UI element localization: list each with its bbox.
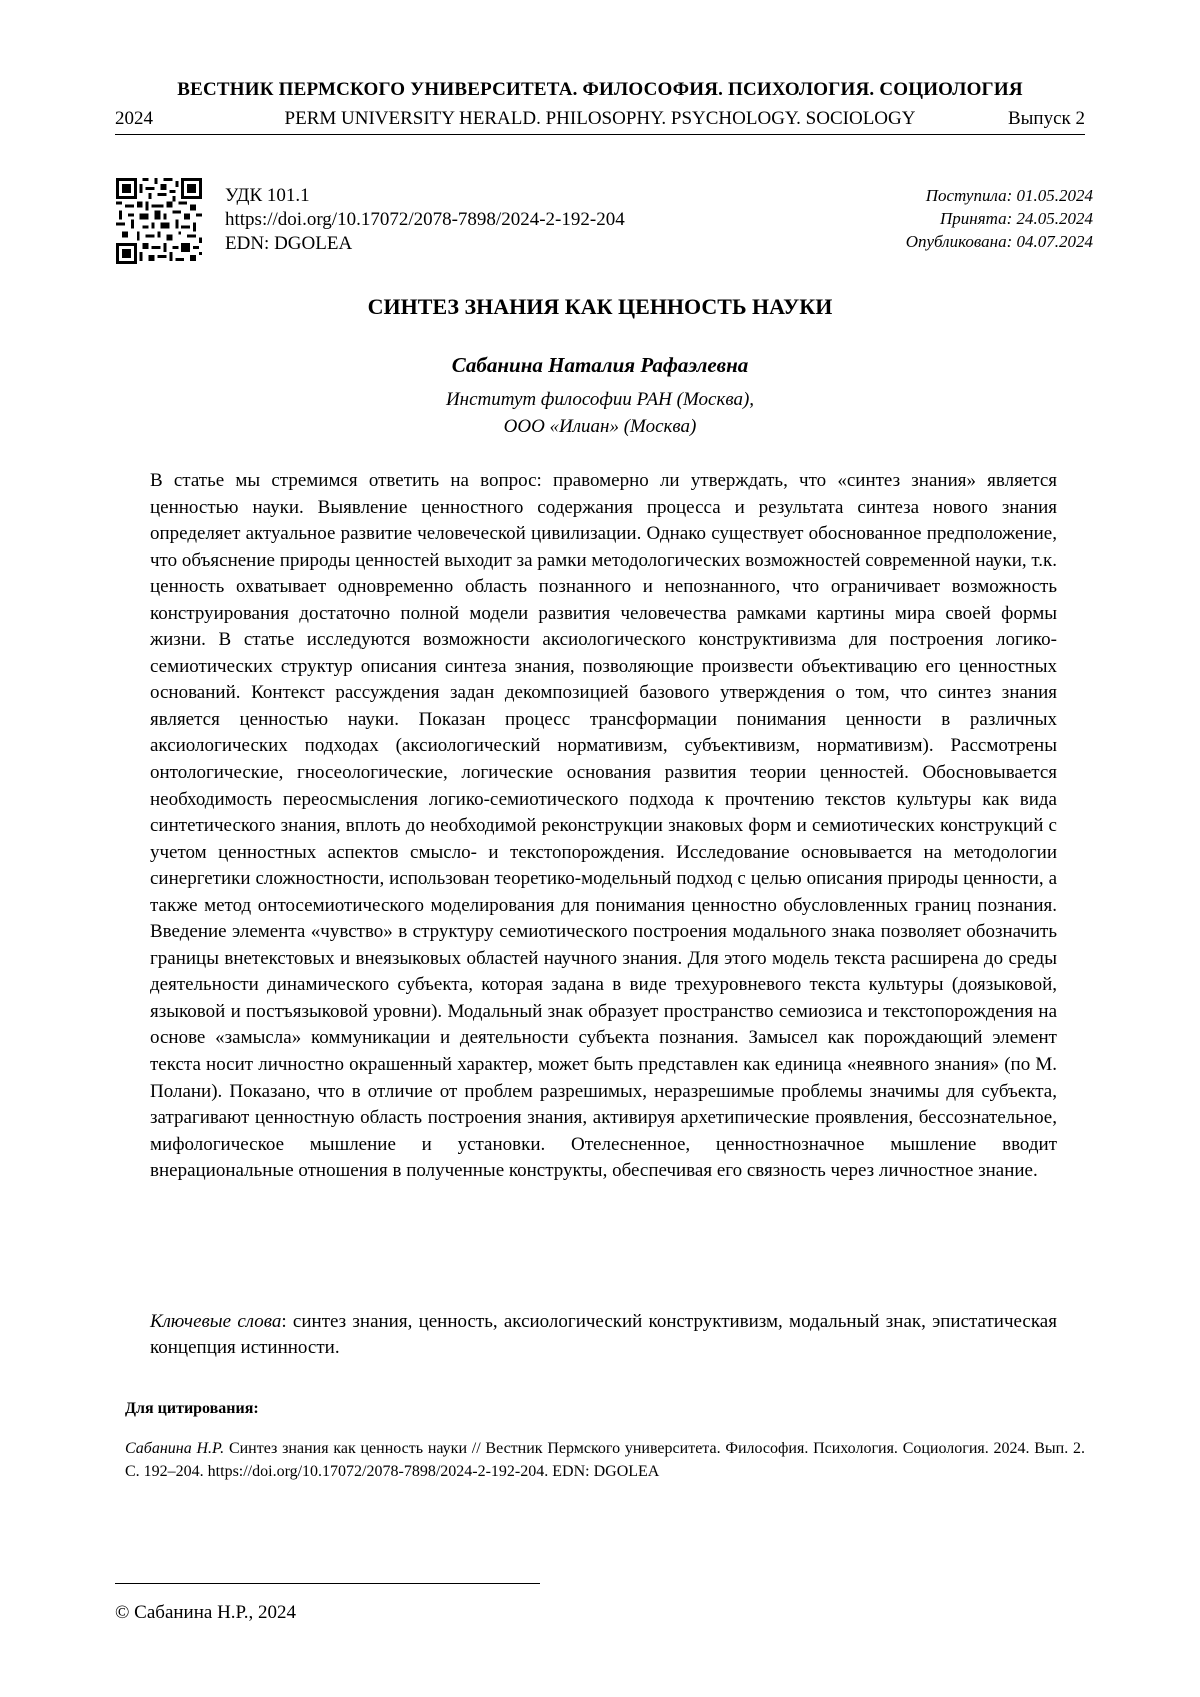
keywords-text: : синтез знания, ценность, аксиологический конструктивизм, модальный знак, эпи­статическая концепция истинности. <box>150 1311 1057 1358</box>
article-page <box>0 0 1200 1697</box>
footnote-divider <box>115 1583 540 1584</box>
citation-heading: Для цитирования: <box>125 1400 259 1418</box>
header-year: 2024 <box>115 108 153 130</box>
date-published: Опубликована: 04.07.2024 <box>906 230 1093 253</box>
date-accepted: Принята: 24.05.2024 <box>906 207 1093 230</box>
citation-author: Сабанина Н.Р. <box>125 1440 224 1457</box>
journal-title-en: PERM UNIVERSITY HERALD. PHILOSOPHY. PSYCHOLOGY. SOCIOLOGY <box>115 108 1085 130</box>
article-author: Сабанина Наталия Рафаэлевна <box>115 353 1085 378</box>
copyright-notice: © Сабанина Н.Р., 2024 <box>115 1602 296 1624</box>
keywords-label: Ключевые слова <box>150 1311 281 1332</box>
header-issue: Выпуск 2 <box>1008 108 1085 130</box>
keywords <box>150 1309 1057 1361</box>
article-dates <box>906 184 1093 253</box>
article-meta <box>225 184 625 256</box>
author-affiliation <box>115 386 1085 440</box>
citation-body: Синтез знания как ценность науки // Вестник Пермского университета. Философия. Психология. Социоло­гия. 2024. Вып. 2. С. 192–204. https://doi.org/10.17072/2078-7898/2024-2-192-204. EDN: DGOLEA <box>125 1440 1085 1480</box>
citation-text <box>125 1437 1085 1483</box>
article-title: СИНТЕЗ ЗНАНИЯ КАК ЦЕННОСТЬ НАУКИ <box>115 294 1085 320</box>
edn-code: EDN: DGOLEA <box>225 232 625 256</box>
header-divider <box>115 134 1085 135</box>
affiliation-line-2: ООО «Илиан» (Москва) <box>115 413 1085 440</box>
qr-code-icon[interactable] <box>116 178 202 264</box>
udc-code: УДК 101.1 <box>225 184 625 208</box>
journal-title-ru: ВЕСТНИК ПЕРМСКОГО УНИВЕРСИТЕТА. ФИЛОСОФИЯ. ПСИХОЛОГИЯ. СОЦИОЛОГИЯ <box>115 79 1085 101</box>
doi-link[interactable]: https://doi.org/10.17072/2078-7898/2024-2-192-204 <box>225 208 625 232</box>
affiliation-line-1: Институт философии РАН (Москва), <box>115 386 1085 413</box>
date-received: Поступила: 01.05.2024 <box>906 184 1093 207</box>
abstract-text: В статье мы стремимся ответить на вопрос: правомерно ли утверждать, что «синтез знания» явля­ется ценностью науки. Выявление ценностного содержания процесса и результата синтеза нового знания определяет актуальное развитие человеческой цивилизации. Однако существует обоснованное предположение, что объяснение природы ценностей выходит за рамки методологических возможностей современной науки, т.к. ценность охватывает одновременно область познанного и непознанного, что ограничивает возможность конструирования достаточно полной модели развития человечества рамками картины мира своей формы жизни. В статье исследуются возможности аксиологического конструктивизма для построения логико-семиотических структур описания синтеза знания, позволяющие произвести объективацию его ценностных оснований. Контекст рассуждения задан декомпозицией базового утверждения о том, что синтез знания является ценностью науки. Показан процесс трансформации понимания ценности в различных аксиологических подходах (аксиологический нормативизм, субъективизм, нормативизм). Рассмотрены онтологические, гносеологические, логические основания развития теории ценностей. Обосновывается необходимость переосмысления логико-семиотического подхода к прочтению текстов культуры как вида синтетического знания, вплоть до необходимой реконструкции знаковых форм и семиотических конструкций с учетом ценностных аспектов смысло- и текстопорождения. Исследование основывается на методологии синергетики сложностности, использован теоретико-модельный подход с целью описания природы ценности, а также метод онтосемиотического моделирования для понимания ценностно обусловленных границ познания. Введение элемента «чувство» в структуру семиотического построения модального знака позволяет обозначить границы внетекстовых и внеязыковых областей научного знания. Для этого модель текста расширена до среды деятельности динамического субъекта, которая задана в виде трехуровневого текста культуры (доязыковой, языковой и постъязыковой уровни). Модальный знак образует пространство семиозиса и текстопорождения на основе «замысла» коммуникации и деятельности субъекта познания. Замысел как порождающий элемент текста носит личностно окрашенный характер, может быть представлен как единица «неявного знания» (по М. Полани). Показано, что в отличие от проблем разрешимых, неразрешимые проблемы значимы для субъекта, затрагивают ценностную область построения знания, активируя архетипические проявления, бессознательное, мифологическое мышление и установки. Отелесненное, ценностнозначное мышление вводит внерациональные отношения в полученные конструкты, обеспечивая его связность через личностное знание. <box>150 468 1057 1185</box>
